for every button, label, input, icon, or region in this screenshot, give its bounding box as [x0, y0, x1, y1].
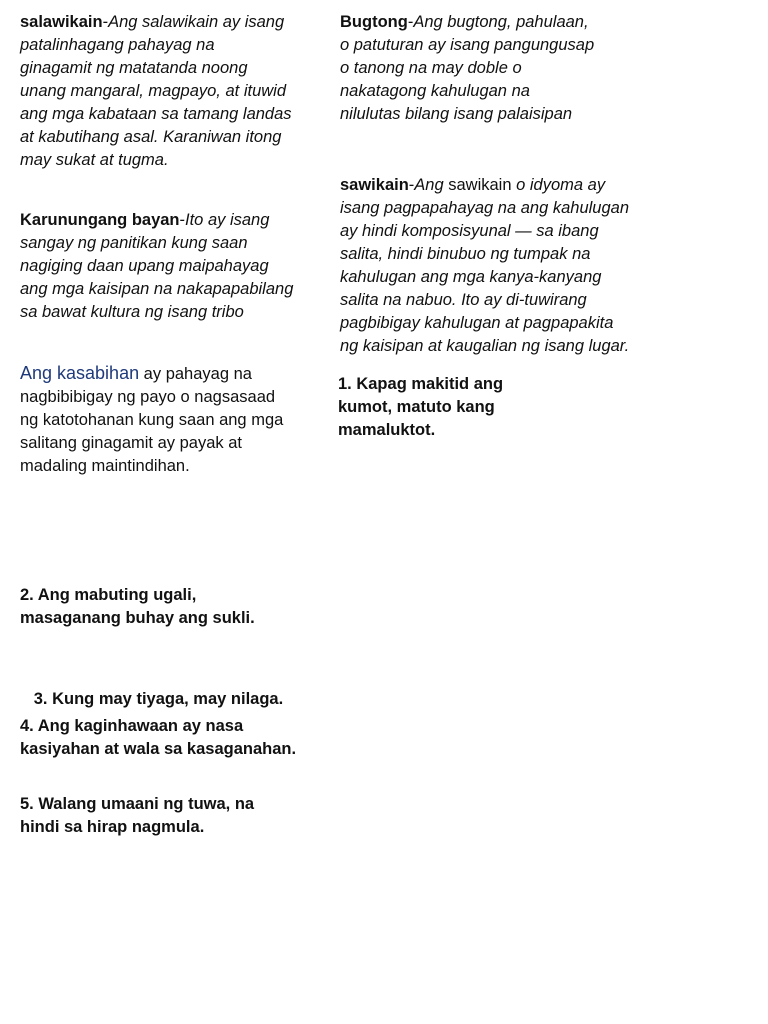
kasabihan-line: madaling maintindihan. — [20, 457, 190, 475]
salawikain-line: at kabutihang asal. Karaniwan itong — [20, 128, 282, 146]
kasabihan-line: ay pahayag na — [139, 365, 252, 383]
sawikain-line: kahulugan ang mga kanya-kanyang — [340, 268, 602, 286]
karunungang-bayan-line: sa bawat kultura ng isang tribo — [20, 303, 244, 321]
kasabihan-definition — [20, 362, 283, 478]
example-line: 5. Walang umaani ng tuwa, na — [20, 795, 255, 813]
salawikain-line: ang mga kabataan sa tamang landas — [20, 105, 292, 123]
kasabihan-term: Ang kasabihan — [20, 363, 140, 383]
sawikain-line: salita, hindi binubuo ng tumpak na — [340, 245, 591, 263]
karunungang-bayan-line: Ito ay isang — [185, 211, 270, 229]
karunungang-bayan-term: Karunungang bayan — [20, 211, 180, 229]
example-line: kumot, matuto kang — [338, 398, 495, 416]
example-5 — [20, 793, 254, 839]
kasabihan-line: salitang ginagamit ay payak at — [20, 434, 242, 452]
bugtong-line: o patuturan ay isang pangungusap — [340, 36, 595, 54]
example-line: hindi sa hirap nagmula. — [20, 818, 205, 836]
example-line: masaganang buhay ang sukli. — [20, 609, 255, 627]
sawikain-line: salita na nabuo. Ito ay di-tuwirang — [340, 291, 587, 309]
salawikain-definition: salawikain-Ang salawikain ay isang patalinhagang pahayag na ginagamit ng matatanda noong unang mangaral, magpayo, at ituwid ang mga kabataan sa tamang landas at kabutihang asal. Karaniwan itong may sukat at tugma. — [20, 13, 292, 169]
salawikain-line: ginagamit ng matatanda noong — [20, 59, 248, 77]
karunungang-bayan-line: ang mga kaisipan na nakapapabilang — [20, 280, 294, 298]
example-2 — [20, 584, 255, 630]
sawikain-term: sawikain — [340, 176, 409, 194]
bugtong-term: Bugtong — [340, 13, 408, 31]
sawikain-line: ng kaisipan at kaugalian ng isang lugar. — [340, 337, 630, 355]
sawikain-definition: sawikain-Ang sawikain o idyoma ay isang pagpapahayag na ang kahulugan ay hindi komposisyunal — sa ibang salita, hindi binubuo ng tumpak na kahulugan ang mga kanya-kanyang salita na nabuo. Ito ay di-tuwirang pagbibigay kahulugan at pagpapakita ng kaisipan at kaugalian ng isang lugar. — [340, 176, 630, 355]
sawikain-line: isang pagpapahayag na ang kahulugan — [340, 199, 630, 217]
example-3 — [20, 665, 283, 711]
salawikain-term: salawikain — [20, 13, 103, 31]
salawikain-line: Ang salawikain ay isang — [108, 13, 285, 31]
bugtong-definition: Bugtong-Ang bugtong, pahulaan, o patuturan ay isang pangungusap o tanong na may doble o nakatagong kahulugan na nilulutas bilang isang palaisipan — [340, 13, 595, 123]
karunungang-bayan-definition: Karunungang bayan-Ito ay isang sangay ng panitikan kung saan nagiging daan upang maipahayag ang mga kaisipan na nakapapabilang sa bawat kultura ng isang tribo — [20, 211, 294, 321]
kasabihan-line: ng katotohanan kung saan ang mga — [20, 411, 284, 429]
bugtong-line: Ang bugtong, pahulaan, — [413, 13, 589, 31]
karunungang-bayan-line: nagiging daan upang maipahayag — [20, 257, 269, 275]
salawikain-line: unang mangaral, magpayo, at ituwid — [20, 82, 286, 100]
kasabihan-line: nagbibibigay ng payo o nagsasaad — [20, 388, 276, 406]
salawikain-line: may sukat at tugma. — [20, 151, 169, 169]
example-line: 2. Ang mabuting ugali, — [20, 586, 197, 604]
example-1 — [338, 373, 503, 442]
example-4 — [20, 715, 296, 761]
example-line: 1. Kapag makitid ang — [338, 375, 504, 393]
bugtong-line: o tanong na may doble o — [340, 59, 522, 77]
bugtong-line: nilulutas bilang isang palaisipan — [340, 105, 573, 123]
bugtong-line: nakatagong kahulugan na — [340, 82, 530, 100]
sawikain-line: pagbibigay kahulugan at pagpapakita — [340, 314, 614, 332]
salawikain-line: patalinhagang pahayag na — [20, 36, 215, 54]
example-line: 4. Ang kaginhawaan ay nasa — [20, 717, 244, 735]
example-line: mamaluktot. — [338, 421, 436, 439]
example-line: kasiyahan at wala sa kasaganahan. — [20, 740, 297, 758]
karunungang-bayan-line: sangay ng panitikan kung saan — [20, 234, 248, 252]
example-line: 3. Kung may tiyaga, may nilaga. — [29, 690, 284, 708]
sawikain-line: ay hindi komposisyunal — sa ibang — [340, 222, 599, 240]
